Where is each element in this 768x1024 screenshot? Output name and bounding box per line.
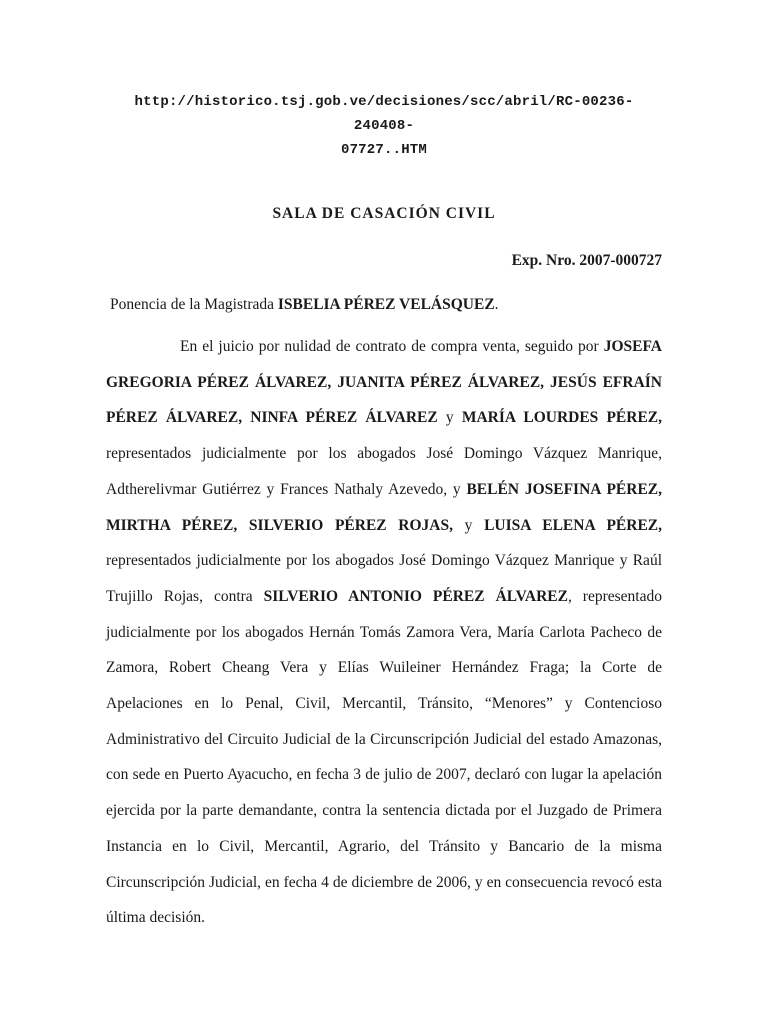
paragraph-text: y (452, 516, 485, 534)
magistrate-name: ISBELIA PÉREZ VELÁSQUEZ (277, 296, 495, 313)
paragraph-text: , representado judicialmente por los abogados Hernán Tomás Zamora Vera, María Carlota Pacheco de Zamora, Robert Cheang Vera y Elías Wuileiner Hernández Fraga; la Corte de Apelaciones en lo Penal, Civil, Mercantil, Tránsito, “Menores” y Contencioso Administrativo del Circuito Judicial de la Circunscripción Judicial del estado Amazonas, con sede en Puerto Ayacucho, en fecha 3 de julio de 2007, declaró con lugar la apelación ejercida por la parte demandante, contra la sentencia dictada por el Juzgado de Primera Instancia en lo Civil, Mercantil, Agrario, del Tránsito y Bancario de la misma Circunscripción Judicial, en fecha 4 de diciembre de 2006, y en consecuencia revocó esta última decisión. (106, 587, 662, 927)
body-paragraph (106, 329, 662, 936)
source-url-line-1: http://historico.tsj.gob.ve/decisiones/scc/abril/RC-00236-240408- (134, 94, 634, 134)
paragraph-text: y (437, 409, 462, 427)
paragraph-text: representados judicialmente por los abogados José Domingo Vázquez Manrique y Raúl Trujillo Rojas, contra (106, 552, 662, 605)
court-heading: SALA DE CASACIÓN CIVIL (272, 205, 496, 222)
ponencia-label: Ponencia de la Magistrada (110, 296, 274, 313)
source-url-line-2: 07727..HTM (340, 142, 427, 158)
party-name: LUISA ELENA PÉREZ, (484, 516, 663, 534)
source-url (106, 90, 662, 162)
case-number: Exp. Nro. 2007-000727 (511, 252, 662, 269)
party-name: SILVERIO ANTONIO PÉREZ ÁLVAREZ (263, 587, 568, 605)
paragraph-text: En el juicio por nulidad de contrato de compra venta, seguido por (180, 338, 604, 355)
party-name: BELÉN JOSEFINA PÉREZ, MIRTHA PÉREZ, SILVERIO PÉREZ ROJAS, (106, 480, 662, 534)
ponencia-period: . (494, 296, 499, 313)
party-name: JOSEFA GREGORIA PÉREZ ÁLVAREZ, JUANITA PÉREZ ÁLVAREZ, JESÚS EFRAÍN PÉREZ ÁLVAREZ, NINFA PÉREZ ÁLVAREZ (106, 338, 662, 427)
ponencia-line (110, 296, 662, 314)
paragraph-text: representados judicialmente por los abogados José Domingo Vázquez Manrique, Adtherelivmar Gutiérrez y Frances Nathaly Azevedo, y (106, 445, 662, 498)
party-name: MARÍA LOURDES PÉREZ, (461, 409, 663, 427)
